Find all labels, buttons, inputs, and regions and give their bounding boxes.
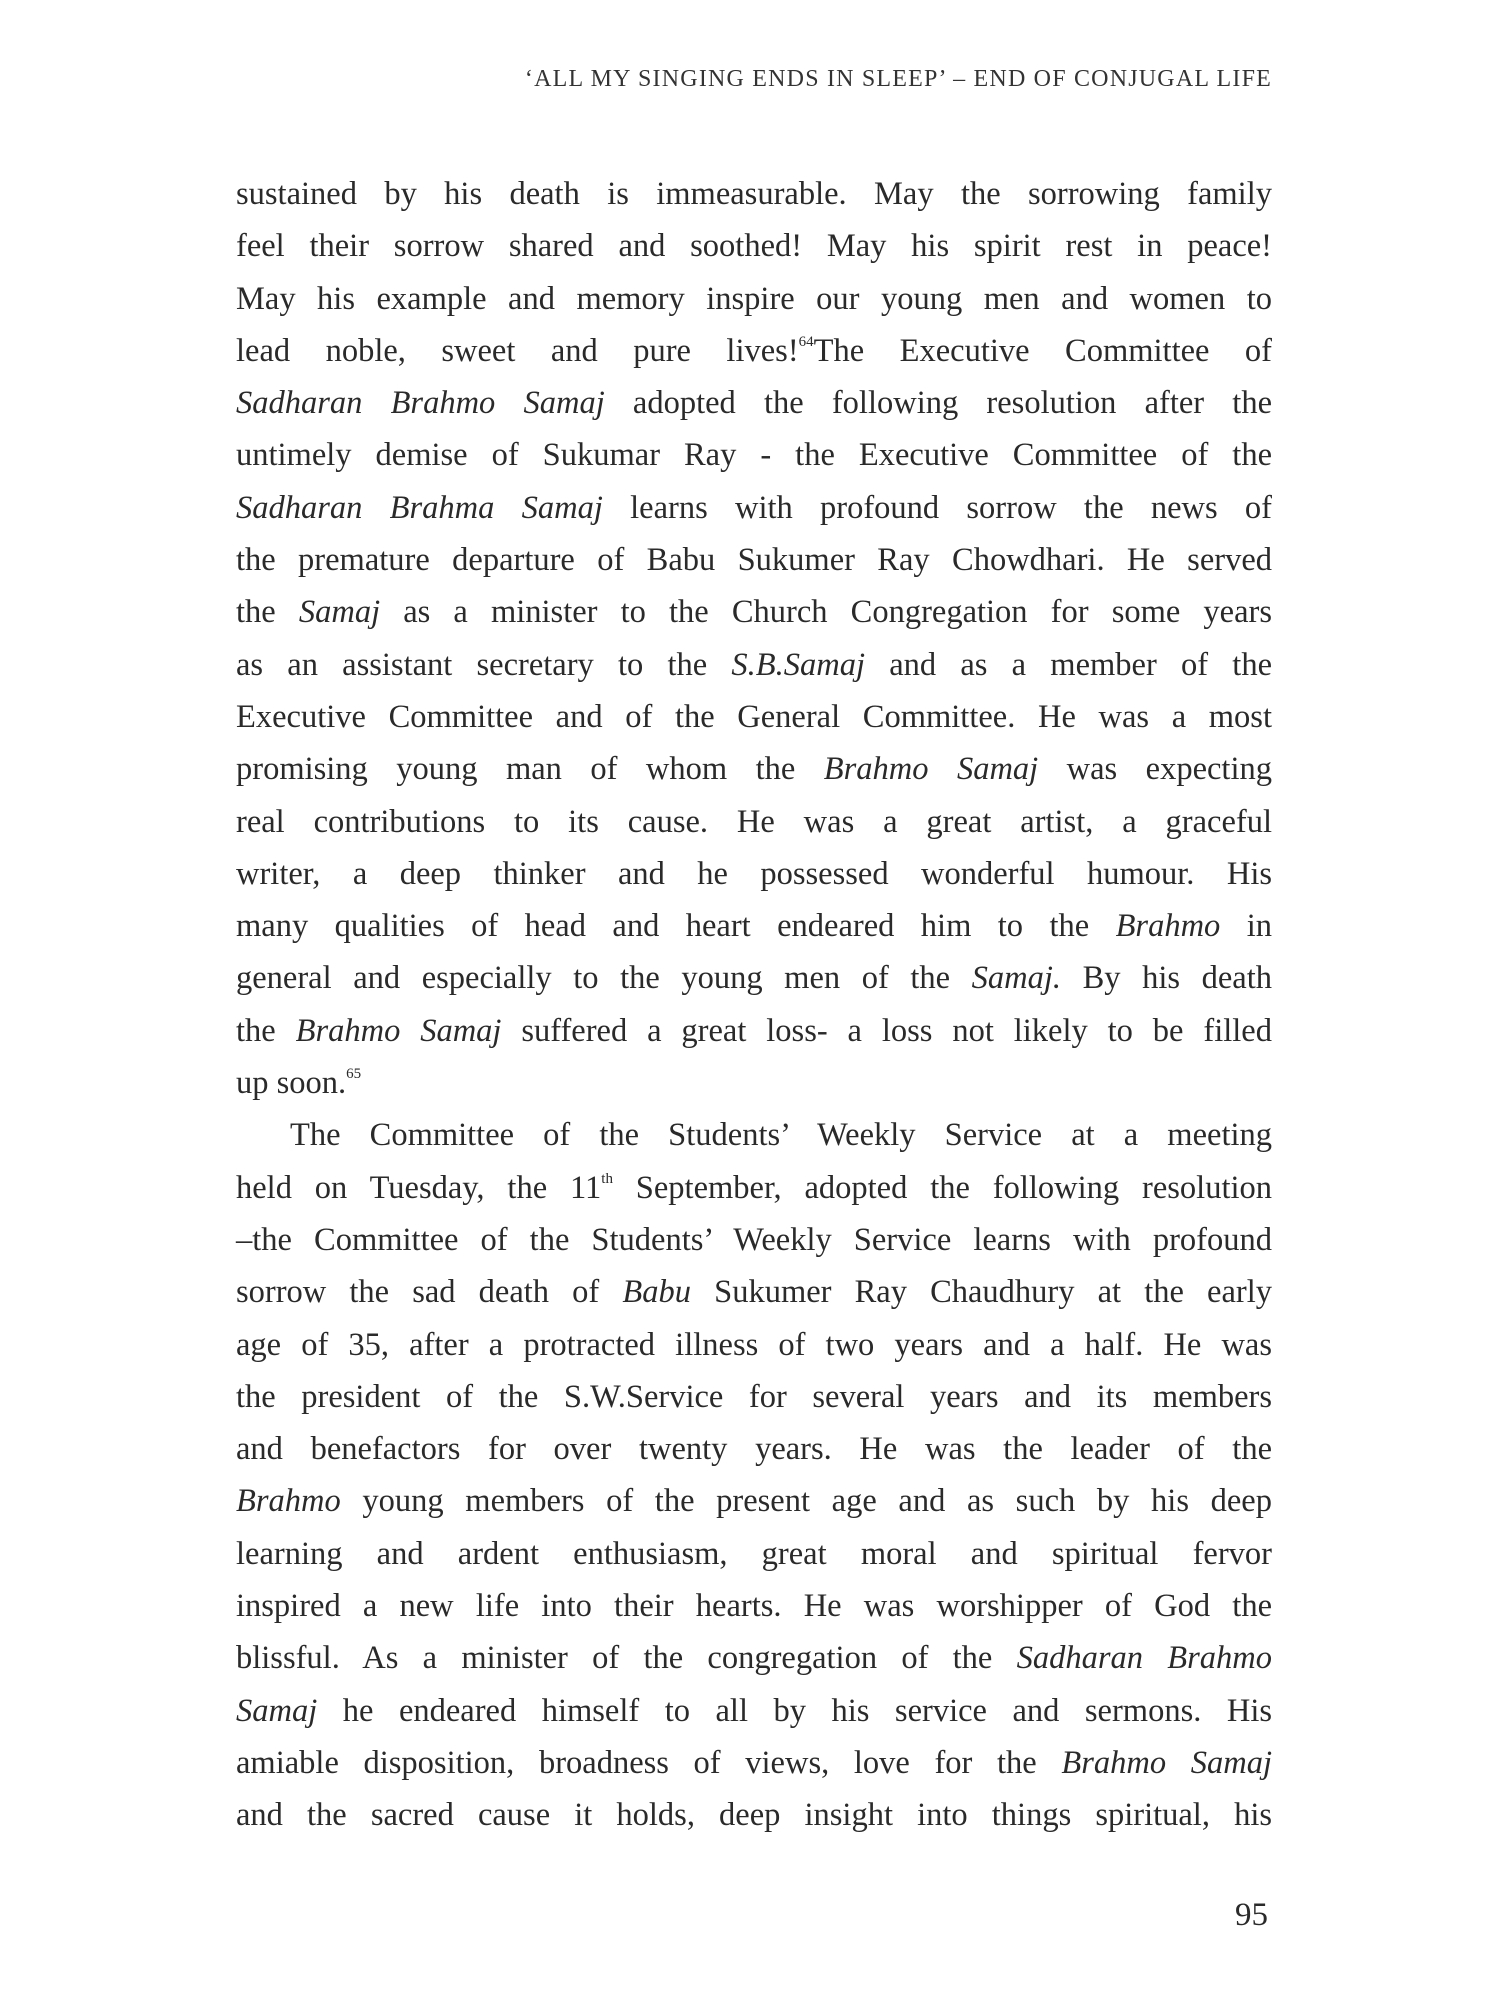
text-line: general and especially to the young men of the Samaj. By his death (236, 960, 1272, 997)
body-text (236, 168, 1272, 1842)
text-line: and the sacred cause it holds, deep insight into things spiritual, his (236, 1797, 1272, 1834)
text-line: as an assistant secretary to the S.B.Samaj and as a member of the (236, 646, 1272, 683)
text-line: sorrow the sad death of Babu Sukumer Ray Chaudhury at the early (236, 1274, 1272, 1311)
text-line: feel their sorrow shared and soothed! May his spirit rest in peace! (236, 228, 1272, 265)
text-line: real contributions to its cause. He was a great artist, a graceful (236, 803, 1272, 840)
text-line: promising young man of whom the Brahmo Samaj was expecting (236, 751, 1272, 788)
text-line: learning and ardent enthusiasm, great moral and spiritual fervor (236, 1535, 1272, 1572)
footnote-ref: 65 (346, 1066, 362, 1083)
running-header: ‘ALL MY SINGING ENDS IN SLEEP’ – END OF CONJUGAL LIFE (524, 66, 1272, 92)
text-line: blissful. As a minister of the congregation of the Sadharan Brahmo (236, 1640, 1272, 1677)
page-number: 95 (1235, 1897, 1268, 1933)
text-line: age of 35, after a protracted illness of two years and a half. He was (236, 1326, 1272, 1363)
ordinal-suffix: th (601, 1170, 613, 1187)
text-line: May his example and memory inspire our young men and women to (236, 280, 1272, 317)
text-line: held on Tuesday, the 11th September, adopted the following resolution (236, 1169, 1272, 1206)
text-line: the Samaj as a minister to the Church Congregation for some years (236, 594, 1272, 631)
text-line: Samaj he endeared himself to all by his service and sermons. His (236, 1692, 1272, 1729)
text-line: The Committee of the Students’ Weekly Service at a meeting (290, 1117, 1272, 1154)
text-line: Sadharan Brahmo Samaj adopted the following resolution after the (236, 385, 1272, 422)
text-line: up soon.$^{65}$ (236, 1065, 362, 1102)
text-line: Sadharan Brahma Samaj learns with profound sorrow the news of (236, 489, 1272, 526)
text-line: many qualities of head and heart endeared him to the Brahmo in (236, 908, 1273, 945)
text-line: writer, a deep thinker and he possessed wonderful humour. His (236, 855, 1272, 892)
text-line: inspired a new life into their hearts. He was worshipper of God the (236, 1588, 1272, 1625)
text-line: and benefactors for over twenty years. He was the leader of the (236, 1431, 1272, 1468)
text-line: the Brahmo Samaj suffered a great loss- a loss not likely to be filled (236, 1012, 1272, 1049)
text-line: untimely demise of Sukumar Ray - the Executive Committee of the (236, 437, 1272, 474)
text-line: the president of the S.W.Service for several years and its members (236, 1378, 1272, 1415)
text-line: –the Committee of the Students’ Weekly Service learns with profound (236, 1221, 1272, 1258)
text-line: Brahmo young members of the present age and as such by his deep (236, 1483, 1272, 1520)
footnote-ref: 64 (798, 333, 814, 350)
text-line: the premature departure of Babu Sukumer Ray Chowdhari. He served (236, 542, 1272, 579)
text-line: Executive Committee and of the General Committee. He was a most (236, 698, 1272, 735)
text-line: amiable disposition, broadness of views, love for the Brahmo Samaj (236, 1744, 1272, 1781)
text-line: sustained by his death is immeasurable. May the sorrowing family (236, 176, 1272, 212)
text-line: lead noble, sweet and pure lives!$^{64}$The Executive Committee of (236, 332, 1272, 369)
